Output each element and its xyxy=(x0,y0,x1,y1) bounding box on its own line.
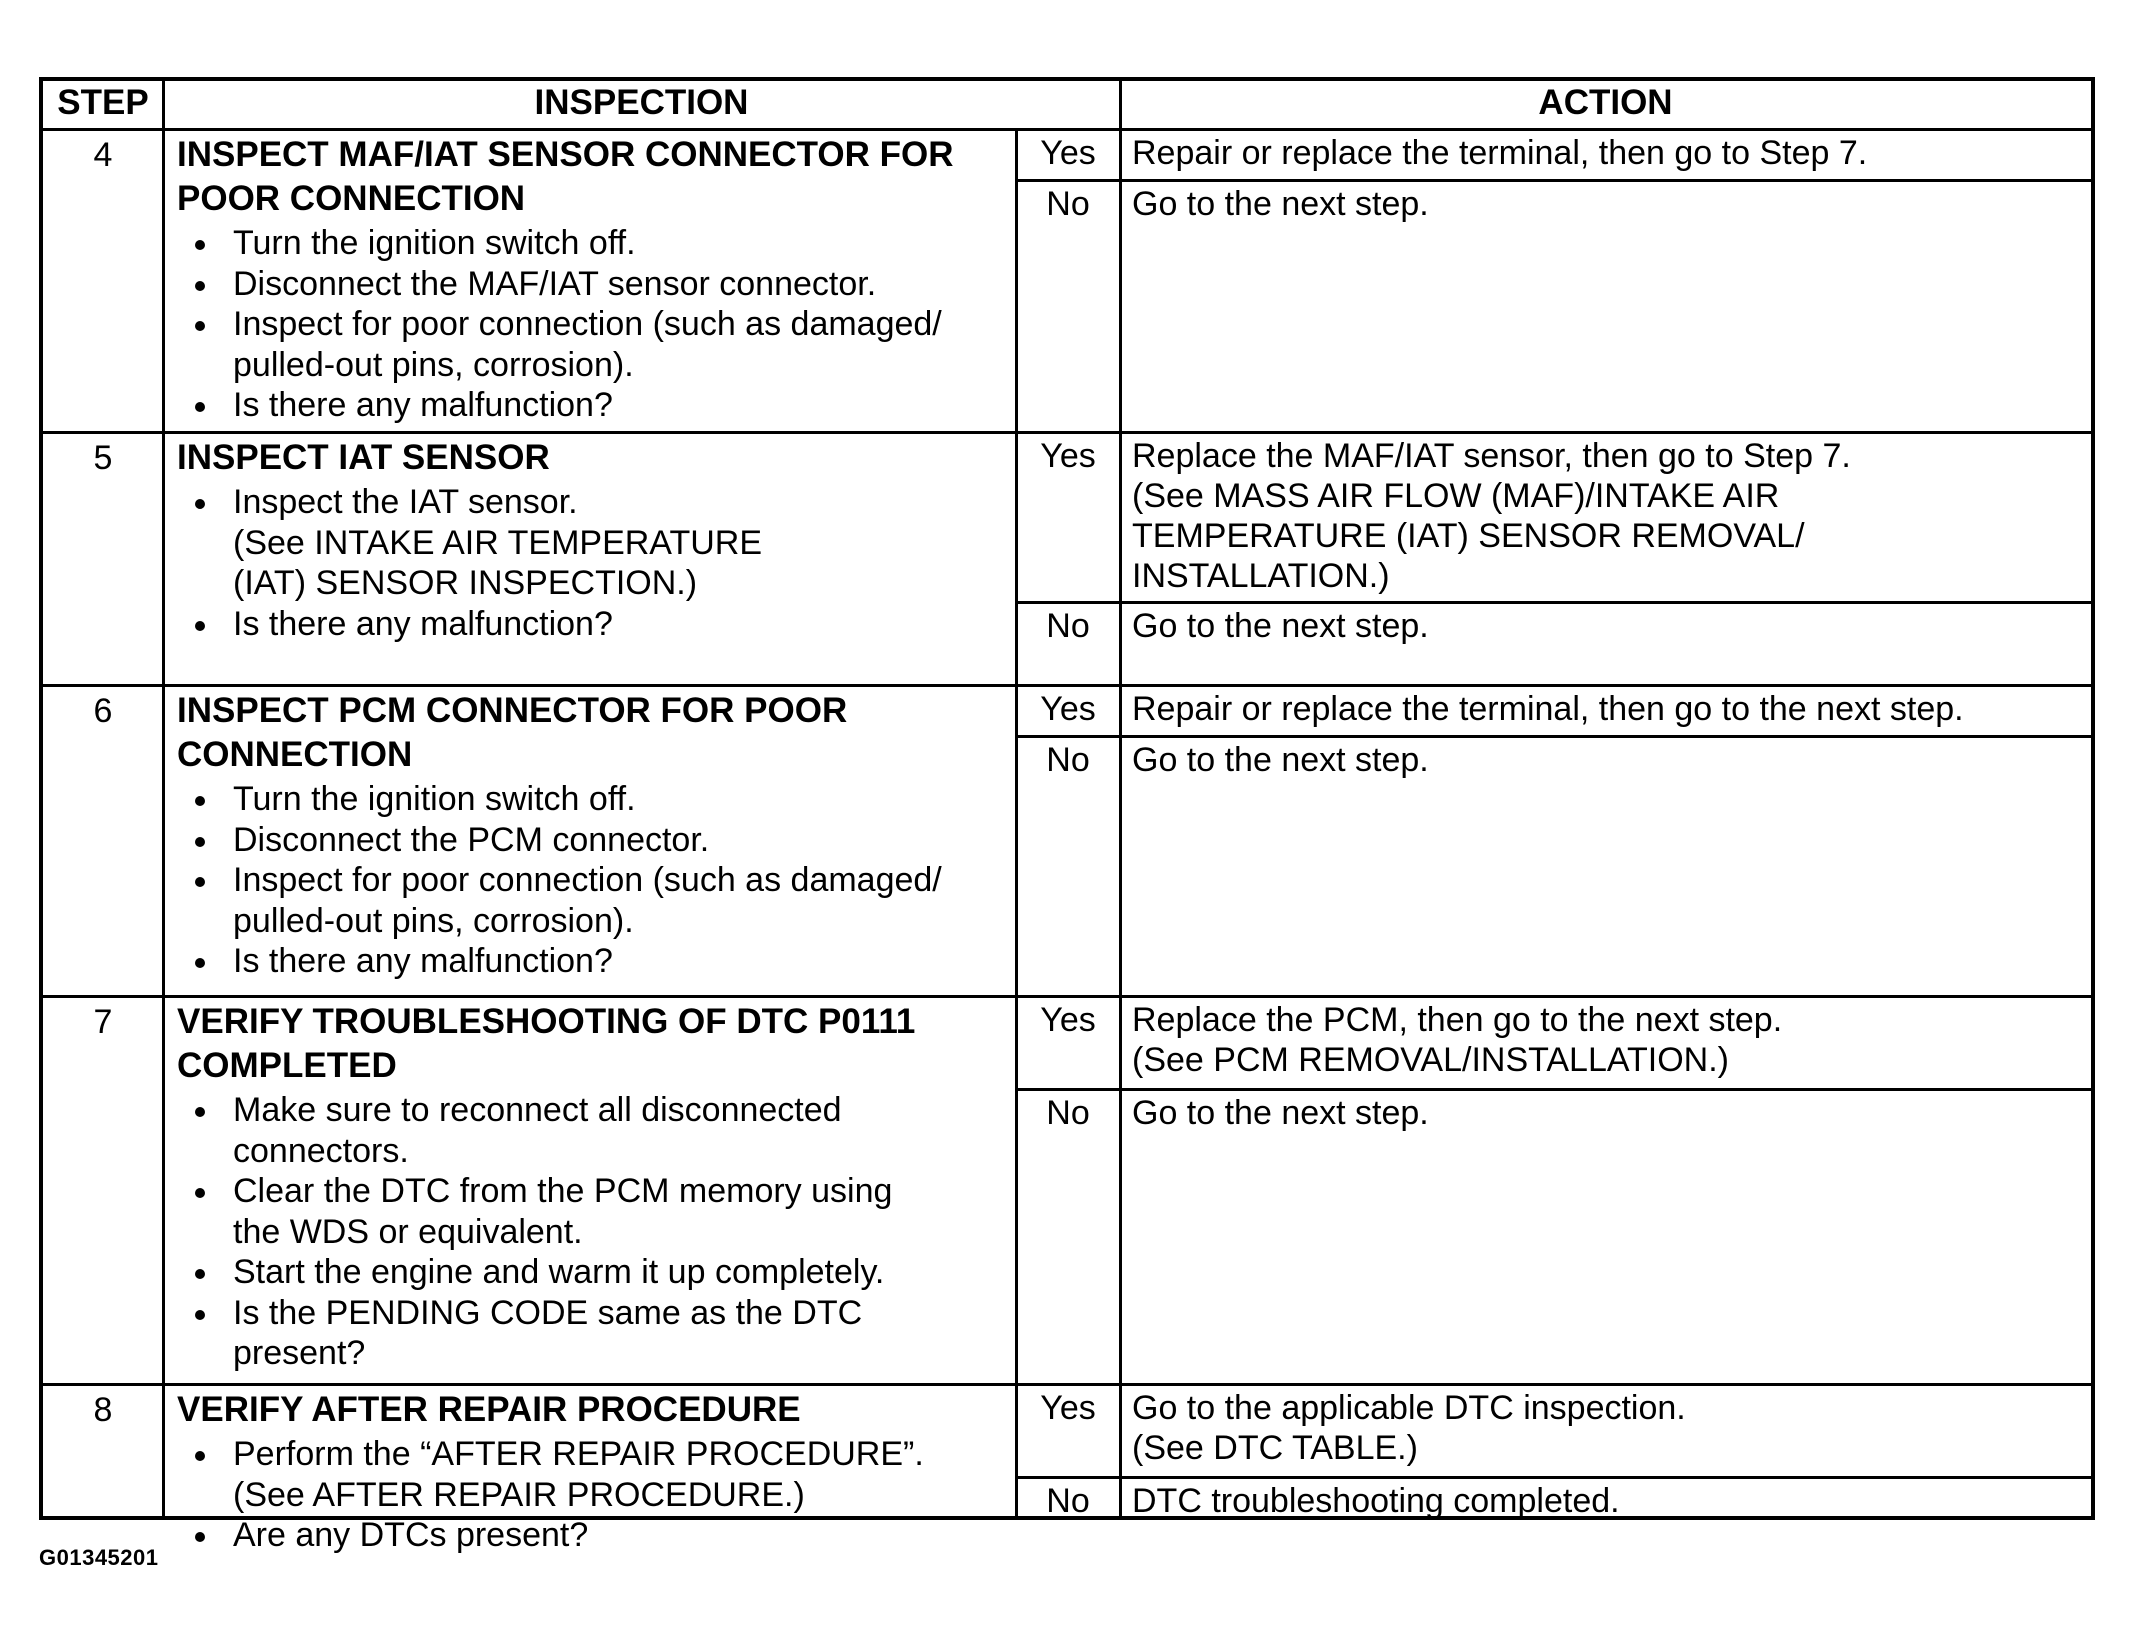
inspection-bullet: Inspect the IAT sensor. xyxy=(177,482,1008,523)
column-divider xyxy=(1015,1384,1018,1516)
column-divider xyxy=(1015,129,1018,432)
yes-label: Yes xyxy=(1040,690,1096,728)
step-number: 4 xyxy=(93,136,113,174)
step-number: 8 xyxy=(93,1391,113,1429)
column-divider xyxy=(162,996,165,1384)
inspection-bullets xyxy=(177,223,1008,426)
inspection-bullet: Make sure to reconnect all disconnected xyxy=(177,1090,1008,1131)
inspection-bullet: Perform the “AFTER REPAIR PROCEDURE”. xyxy=(177,1434,1008,1475)
inspection-bullet: Turn the ignition switch off. xyxy=(177,223,1008,264)
inspection-title-line: INSPECT MAF/IAT SENSOR CONNECTOR FOR xyxy=(177,135,954,174)
no-action xyxy=(1120,1477,2091,1520)
no-action-line: Go to the next step. xyxy=(1132,741,1429,779)
yes-action-line: Repair or replace the terminal, then go to Step 7. xyxy=(1132,134,1868,172)
column-divider xyxy=(1119,996,1122,1384)
yes-action-line: TEMPERATURE (IAT) SENSOR REMOVAL/ xyxy=(1132,517,1805,555)
inspection-bullet: Is there any malfunction? xyxy=(177,385,1008,426)
column-divider xyxy=(1119,432,1122,685)
yes-action xyxy=(1120,432,2091,602)
inspection-bullet: Is there any malfunction? xyxy=(177,604,1008,645)
no-label: No xyxy=(1046,607,1090,645)
inspection-bullet: Clear the DTC from the PCM memory using xyxy=(177,1171,1008,1212)
inspection-bullet: Are any DTCs present? xyxy=(177,1515,1008,1556)
inspection-bullet: Inspect for poor connection (such as damaged/ xyxy=(177,304,1008,345)
inspection-cell xyxy=(163,996,1016,1384)
inspection-bullet: pulled-out pins, corrosion). xyxy=(233,345,634,384)
yes-action-line: Repair or replace the terminal, then go to the next step. xyxy=(1132,690,1964,728)
yes-action-line: (See DTC TABLE.) xyxy=(1132,1429,1418,1467)
inspection-bullet: connectors. xyxy=(233,1131,409,1170)
yes-label: Yes xyxy=(1040,134,1096,172)
no-action-line: Go to the next step. xyxy=(1132,1094,1429,1132)
row-divider xyxy=(1016,735,2091,738)
inspection-bullet: (IAT) SENSOR INSPECTION.) xyxy=(233,564,698,602)
column-divider xyxy=(1119,81,1122,129)
column-divider xyxy=(1015,996,1018,1384)
yes-label: Yes xyxy=(1040,1001,1096,1039)
inspection-bullets xyxy=(177,1434,1008,1556)
header-action: ACTION xyxy=(1538,83,1673,122)
inspection-bullet: Turn the ignition switch off. xyxy=(177,779,1008,820)
no-action-line: Go to the next step. xyxy=(1132,185,1429,223)
inspection-cell xyxy=(163,685,1016,996)
no-label: No xyxy=(1046,1094,1090,1132)
inspection-bullet: (See AFTER REPAIR PROCEDURE.) xyxy=(233,1475,805,1514)
inspection-bullet: Disconnect the PCM connector. xyxy=(177,820,1008,861)
column-divider xyxy=(1015,685,1018,996)
yes-action-line: (See MASS AIR FLOW (MAF)/INTAKE AIR xyxy=(1132,477,1780,515)
inspection-title-line: POOR CONNECTION xyxy=(177,179,526,218)
step-number: 5 xyxy=(93,439,113,477)
inspection-title xyxy=(177,1000,1008,1088)
inspection-cell xyxy=(163,129,1016,432)
inspection-title-line: COMPLETED xyxy=(177,1046,397,1085)
inspection-table xyxy=(39,77,2095,1554)
column-divider xyxy=(162,685,165,996)
column-divider xyxy=(1015,432,1018,685)
column-divider xyxy=(1119,129,1122,432)
inspection-title-line: VERIFY TROUBLESHOOTING OF DTC P0111 xyxy=(177,1002,916,1041)
yes-action-line: INSTALLATION.) xyxy=(1132,557,1390,595)
inspection-bullet: Is the PENDING CODE same as the DTC xyxy=(177,1293,1008,1334)
no-label: No xyxy=(1046,185,1090,223)
no-action xyxy=(1120,1089,2091,1384)
inspection-title-line: INSPECT IAT SENSOR xyxy=(177,438,550,477)
inspection-title xyxy=(177,133,1008,221)
no-action-line: Go to the next step. xyxy=(1132,607,1429,645)
figure-id: G01345201 xyxy=(39,1545,159,1570)
inspection-bullets xyxy=(177,1090,1008,1374)
column-divider xyxy=(1119,1384,1122,1516)
yes-action-line: Replace the PCM, then go to the next step. xyxy=(1132,1001,1783,1039)
column-divider xyxy=(1119,685,1122,996)
yes-action-line: Go to the applicable DTC inspection. xyxy=(1132,1389,1686,1427)
yes-action-line: (See PCM REMOVAL/INSTALLATION.) xyxy=(1132,1041,1730,1079)
inspection-title-line: CONNECTION xyxy=(177,735,413,774)
no-action-line: DTC troubleshooting completed. xyxy=(1132,1482,1620,1520)
row-divider xyxy=(1016,179,2091,182)
no-action xyxy=(1120,736,2091,996)
inspection-bullets xyxy=(177,779,1008,982)
yes-action xyxy=(1120,996,2091,1089)
inspection-bullet: pulled-out pins, corrosion). xyxy=(233,901,634,940)
inspection-title xyxy=(177,436,1008,480)
yes-action-line: Replace the MAF/IAT sensor, then go to Step 7. xyxy=(1132,437,1851,475)
yes-label: Yes xyxy=(1040,437,1096,475)
inspection-bullet: the WDS or equivalent. xyxy=(233,1212,583,1251)
column-divider xyxy=(162,1384,165,1516)
inspection-bullets xyxy=(177,482,1008,644)
inspection-title-line: VERIFY AFTER REPAIR PROCEDURE xyxy=(177,1390,801,1429)
header-step: STEP xyxy=(57,83,149,122)
yes-label: Yes xyxy=(1040,1389,1096,1427)
row-divider xyxy=(1016,1476,2091,1479)
column-divider xyxy=(162,81,165,129)
inspection-bullet: (See INTAKE AIR TEMPERATURE xyxy=(233,523,763,562)
inspection-bullet: Is there any malfunction? xyxy=(177,941,1008,982)
column-divider xyxy=(162,129,165,432)
inspection-bullet: present? xyxy=(233,1334,366,1372)
row-divider xyxy=(1016,1088,2091,1091)
no-label: No xyxy=(1046,741,1090,779)
step-number: 6 xyxy=(93,692,113,730)
inspection-bullet: Disconnect the MAF/IAT sensor connector. xyxy=(177,264,1008,305)
inspection-title xyxy=(177,689,1008,777)
no-label: No xyxy=(1046,1482,1090,1520)
inspection-title-line: INSPECT PCM CONNECTOR FOR POOR xyxy=(177,691,848,730)
inspection-bullet: Inspect for poor connection (such as damaged/ xyxy=(177,860,1008,901)
yes-action xyxy=(1120,685,2091,736)
header-inspection: INSPECTION xyxy=(534,83,749,122)
no-action xyxy=(1120,180,2091,432)
column-divider xyxy=(162,432,165,685)
no-action xyxy=(1120,602,2091,685)
inspection-bullet: Start the engine and warm it up completely. xyxy=(177,1252,1008,1293)
inspection-cell xyxy=(163,432,1016,685)
row-divider xyxy=(1016,601,2091,604)
step-number: 7 xyxy=(93,1003,113,1041)
inspection-cell xyxy=(163,1384,1016,1554)
yes-action xyxy=(1120,129,2091,180)
inspection-title xyxy=(177,1388,1008,1432)
yes-action xyxy=(1120,1384,2091,1477)
